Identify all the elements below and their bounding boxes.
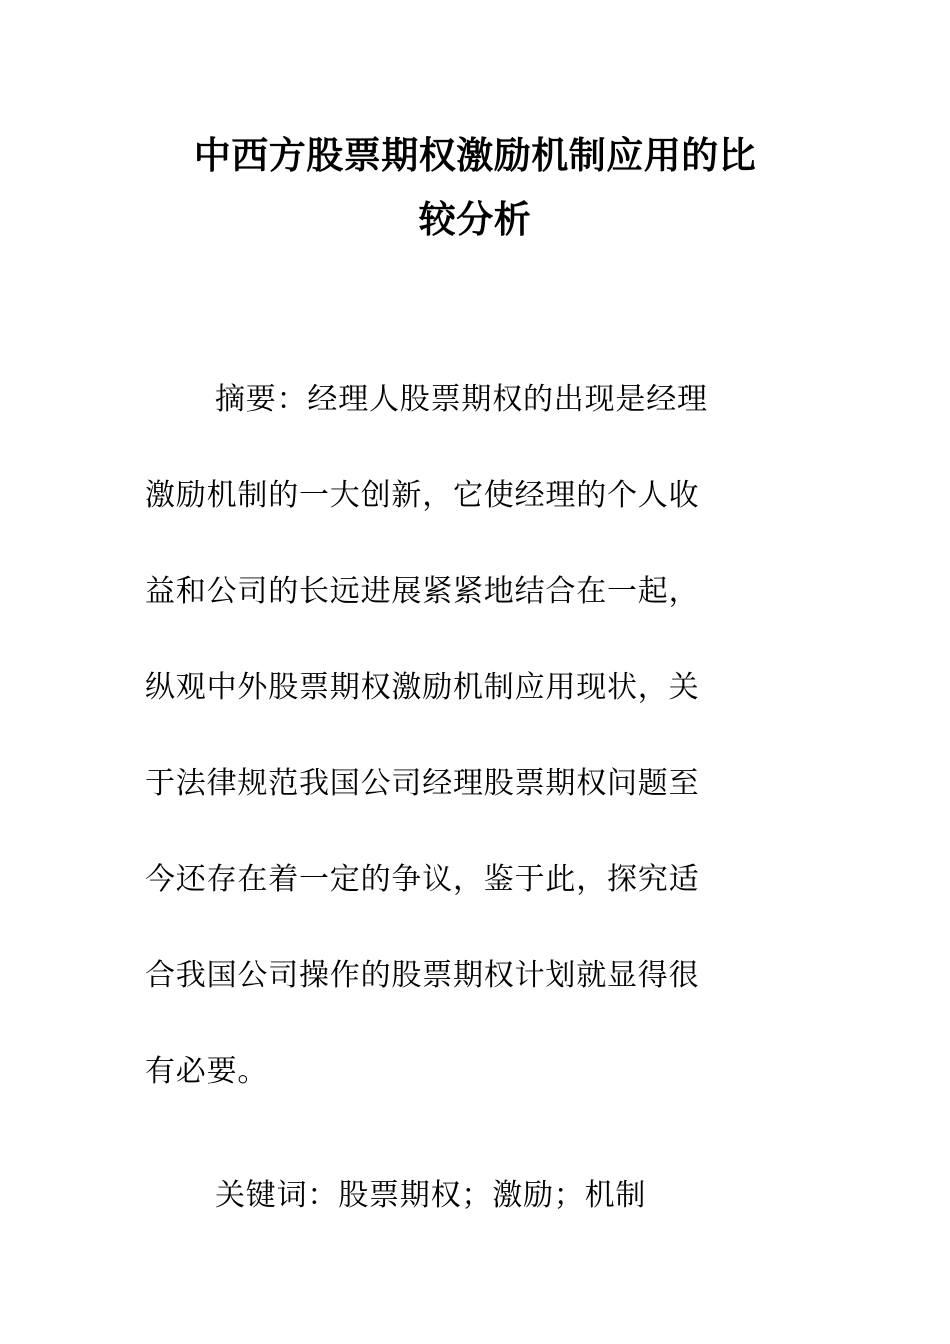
abstract-line: 纵观中外股票期权激励机制应用现状，关 (145, 670, 700, 705)
abstract-line: 今还存在着一定的争议，鉴于此，探究适 (145, 862, 700, 897)
abstract-paragraph (145, 372, 785, 1140)
abstract-line: 于法律规范我国公司经理股票期权问题至 (145, 766, 700, 801)
title-line: 中西方股票期权激励机制应用的比 (193, 134, 757, 177)
title-line: 较分析 (418, 198, 532, 241)
abstract-line: 激励机制的一大创新，它使经理的个人收 (145, 478, 700, 513)
abstract-line: 益和公司的长远进展紧紧地结合在一起， (145, 574, 700, 609)
abstract-line: 合我国公司操作的股票期权计划就显得很 (145, 958, 700, 993)
abstract-line: 摘要：经理人股票期权的出现是经理 (215, 382, 708, 417)
document-title (145, 124, 805, 252)
keywords-line: 关键词：股票期权；激励；机制 (215, 1178, 647, 1213)
abstract-line: 有必要。 (145, 1054, 269, 1089)
